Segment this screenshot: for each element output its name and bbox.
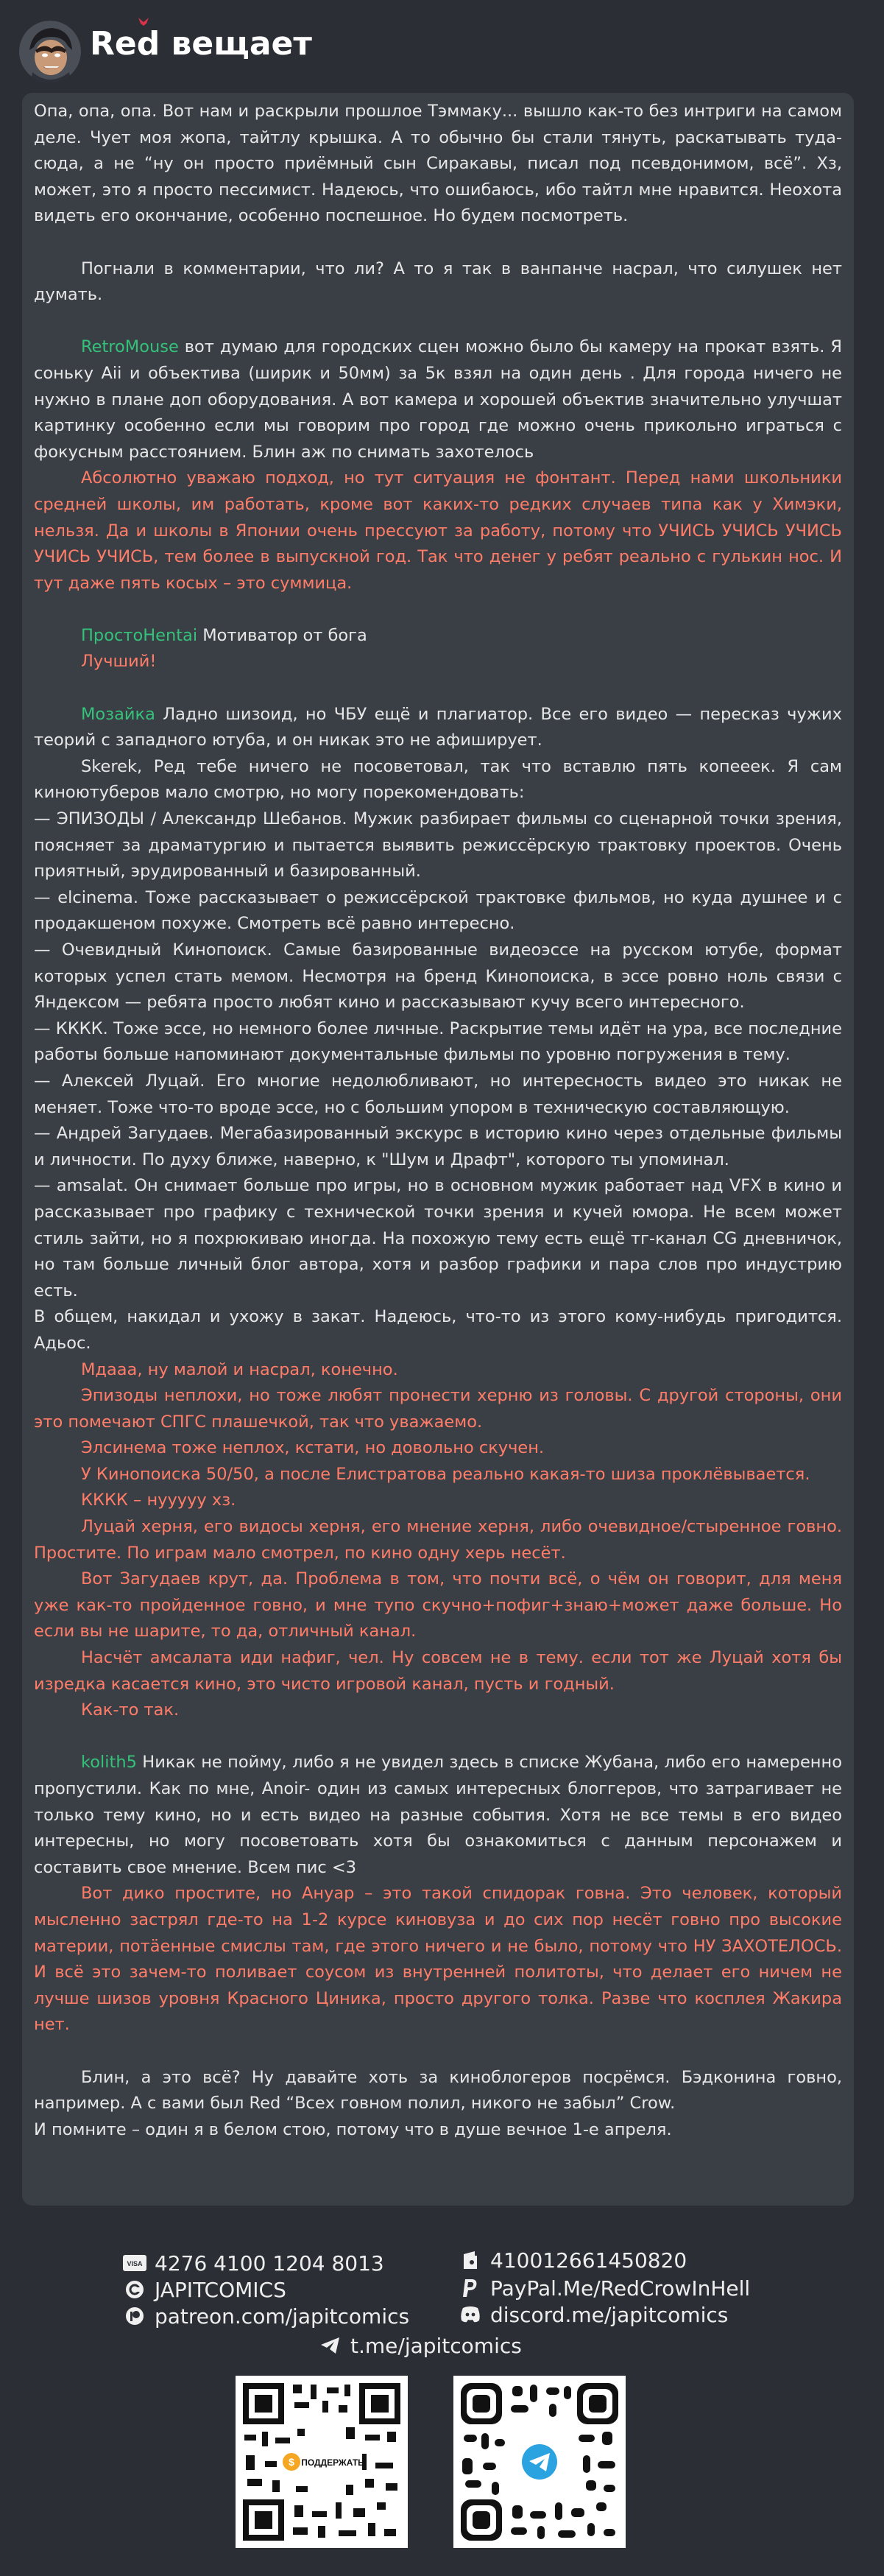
support-footer: [0, 2209, 884, 2576]
author-reply: Мдааа, ну малой и насрал, конечно.: [81, 1359, 398, 1379]
post-content: [34, 99, 842, 2143]
comment-username[interactable]: Мозайка: [81, 704, 155, 724]
author-reply: Абсолютно уважаю подход, но тут ситуация не фонтант. Перед нами школьники средней школы, им работать, кроме вот каких-то редких случаев типа как у Химэки, нельзя. Да и школы в Японии очень прессуют за работу, потому что УЧИСЬ УЧИСЬ УЧИСЬ УЧИСЬ УЧИСЬ, тем более в выпускной год. Так что денег у ребят реально с гулькин нос. И тут даже пять косых – это суммица.: [34, 468, 842, 593]
comment-text: Мотиватор от бога: [197, 625, 367, 645]
comment-line: — Алексей Луцай. Его многие недолюбливают, но интересность видео это никак не меняет. Тоже что-то вроде эссе, но с большим упором в техническую составляющую.: [34, 1071, 842, 1117]
author-reply: КККК – нууууу хз.: [81, 1491, 236, 1510]
author-reply: Эпизоды неплохи, но тоже любят пронести херню из головы. С другой стороны, они это помечают СПГС плашечкой, так что уважаемо.: [34, 1386, 842, 1432]
discord-row[interactable]: [458, 2302, 728, 2327]
avatar[interactable]: [19, 21, 81, 82]
comment: [34, 1750, 842, 1881]
comment-line: — КККК. Тоже эссе, но немного более личные. Раскрытие темы идёт на ура, все последние работы больше напоминают документальные фильмы по уровню погружения в тему.: [34, 1018, 842, 1065]
comment-line: — ЭПИЗОДЫ / Александр Шебанов. Мужик разбирает фильмы со сценарной точки зрения, поясняет за драматургию и пытается выявить режиссёрскую трактовку проектов. Очень приятный, эрудированный и базированный.: [34, 809, 842, 881]
author-reply: Как-то так.: [81, 1700, 180, 1720]
comment: [34, 702, 842, 754]
spacer: [34, 1724, 842, 1750]
author-reply: Вот Загудаев крут, да. Проблема в том, что почти всё, о чём он говорит, для меня уже как-то пройденное говно, и мне тупо скучно+пофиг+знаю+может даже больше. Но если вы не шарите, то да, отличный канал.: [34, 1569, 842, 1641]
spacer: [34, 2038, 842, 2065]
author-reply: Насчёт амсалата иди нафиг, чел. Ну совсем не в тему. если тот же Луцай хотя бы изредка касается кино, это чисто игровой канал, пусть и годный.: [34, 1648, 842, 1694]
yoomoney-icon: [458, 2249, 483, 2271]
comment-text: Никак не пойму, либо я не увидел здесь в списке Жубана, либо его намеренно пропустили. Как по мне, Anoir- один из самых интересных блоггеров, что затрагивает не только тему кино, но и есть видео на разные события. Хотя не все темы в его видео интересны, но могу посоветовать хотя бы ознакомиться с данным персонажем и составить свое мнение. Всем пис <3: [34, 1753, 842, 1877]
patreon-icon: [122, 2305, 147, 2327]
discord-icon: [458, 2304, 483, 2326]
comment-line: — Андрей Загудаев. Мегабазированный экскурс в историю кино через отдельные фильмы и личности. По духу ближе, наверно, к "Шум и Драфт", которого ты упоминал.: [34, 1124, 842, 1169]
page-header: [0, 0, 884, 92]
comment-username[interactable]: kolith5: [81, 1753, 137, 1773]
author-reply: Элсинема тоже неплох, кстати, но довольно скучен.: [81, 1438, 545, 1458]
telegram-icon: [318, 2334, 343, 2357]
svg-text:$: $: [289, 2456, 294, 2468]
outro-paragraph: И помните – один я в белом стою, потому что в душе вечное 1-е апреля.: [34, 2119, 672, 2139]
author-reply: Лучший!: [81, 652, 157, 672]
telegram-row[interactable]: [318, 2333, 522, 2358]
spacer: [34, 309, 842, 335]
brand-row: [122, 2277, 286, 2302]
spacer: [34, 597, 842, 623]
visa-card-icon: [122, 2252, 147, 2274]
svg-text:VISA: VISA: [127, 2260, 143, 2267]
paypal-icon: [458, 2277, 483, 2299]
author-reply: Вот дико простите, но Ануар – это такой спидорак говна. Это человек, который мысленно застрял где-то на 1-2 курсе киновуза и до сих пор несёт говно про высокие материи, потäенные смислы там, где этого ничего и не было, потому что НУ ЗАХОТЕЛОСЬ. И всё это зачем-то поливает соусом из внутренней политоты, что делает его ничем не лучше шизов уровня Красного Циника, просто другого толка. Разве что косплея Жакира нет.: [34, 1884, 842, 2035]
comment-line: — amsalat. Он снимает больше про игры, но в основном мужик работает над VFX в кино и рассказывает про графику с технической точки зрения и кучей юмора. Не всем может стиль зайти, но я похрюкиваю иногда. На похожую тему есть ещё тг-канал CG дневничок, но там больше личный блог автора, хотя и разбор графики и пара слов про индустрию есть.: [34, 1176, 842, 1301]
comment-text: вот думаю для городских сцен можно было бы камеру на прокат взять. Я соньку Aii и объектива (ширик и 50мм) за 5к взял на один день . Для города ничего не нужно в плане доп оборудования. А вот камера и хорошей объектив значительно улучшат картинку особенно если мы говорим про город где можно очень прикольно играться с фокусным расстоянием. Блин аж по снимать захотелось: [34, 337, 842, 462]
japit-logo-icon: [122, 2278, 147, 2301]
comment-username[interactable]: ПростоHentai: [81, 625, 198, 645]
comment: [34, 334, 842, 465]
post-card: [22, 93, 854, 2206]
comment: [34, 623, 842, 650]
comment-line: — Очевидный Кинопоиск. Самые базированные видеоэссе на русском ютубе, формат которых успел стать мемом. Несмотря на бренд Кинопоиска, в эссе ровно ноль связи с Яндексом — ребята просто любят кино и рассказывают кучу всего интересного.: [34, 940, 842, 1013]
page-title: Red вещает: [90, 25, 312, 63]
wallet-number: 410012661450820: [490, 2248, 687, 2273]
comment-username[interactable]: RetroMouse: [81, 337, 179, 357]
comment-line: Skerek, Ред тебе ничего не посоветовал, так что вставлю пять копееек. Я сам киноютуберов мало смотрю, но могу порекомендовать:: [34, 756, 842, 803]
spacer: [34, 230, 842, 256]
comment-text: Ладно шизоид, но ЧБУ ещё и плагиатор. Все его видео — пересказ чужих теорий с западного ютуба, и он никак это не афиширует.: [34, 704, 842, 750]
donate-qr-code[interactable]: [236, 2376, 408, 2548]
spacer: [34, 675, 842, 702]
outro-paragraph: Блин, а это всё? Ну давайте хоть за киноблогеров посрёмся. Бэдконина говно, например. А с вами был Red “Всех говном полил, никого не забыл” Crow.: [34, 2067, 842, 2114]
visa-row[interactable]: [122, 2251, 384, 2276]
telegram-qr-code[interactable]: [453, 2376, 626, 2548]
paypal-link[interactable]: PayPal.Me/RedCrowInHell: [490, 2276, 751, 2301]
wallet-row[interactable]: [458, 2248, 687, 2273]
comment-line: В общем, накидал и ухожу в закат. Надеюсь, что-то из этого кому-нибудь пригодится. Адьос.: [34, 1307, 842, 1353]
intro-paragraph: Погнали в комментарии, что ли? А то я так в ванпанче насрал, что силушек нет думать.: [34, 258, 842, 305]
patreon-row[interactable]: [122, 2304, 409, 2329]
paypal-row[interactable]: [458, 2276, 750, 2301]
author-reply: Луцай херня, его видосы херня, его мнение херня, либо очевидное/стыренное говно. Простите. По играм мало смотрел, по кино одну херь несёт.: [34, 1517, 842, 1563]
comment-line: — elcinema. Тоже рассказывает о режиссёрской трактовке фильмов, но куда душнее и с продакшеном похуже. Смотреть всё равно интересно.: [34, 887, 842, 934]
visa-number: 4276 4100 1204 8013: [155, 2251, 384, 2276]
author-reply: У Кинопоиска 50/50, а после Елистратова реально какая-то шиза проклёвывается.: [81, 1464, 810, 1484]
intro-paragraph: Опа, опа, опа. Вот нам и раскрыли прошлое Тэммаку... вышло как-то без интриги на самом деле. Чует моя жопа, тайтлу крышка. А то обычно бы стали тянуть, раскатывать туда-сюда, а не “ну он просто приёмный сын Сиракавы, писал под псевдонимом, всё”. Хз, может, это я просто пессимист. Надеюсь, что ошибаюсь, ибо тайтл мне нравится. Неохота видеть его окончание, особенно поспешное. Но будем посмотреть.: [34, 102, 842, 226]
discord-link[interactable]: discord.me/japitcomics: [490, 2302, 729, 2327]
brand-name: JAPITCOMICS: [155, 2277, 286, 2302]
patreon-link[interactable]: patreon.com/japitcomics: [155, 2304, 410, 2329]
donate-label: ПОДДЕРЖАТЬ: [301, 2457, 364, 2468]
telegram-link[interactable]: t.me/japitcomics: [350, 2333, 522, 2358]
